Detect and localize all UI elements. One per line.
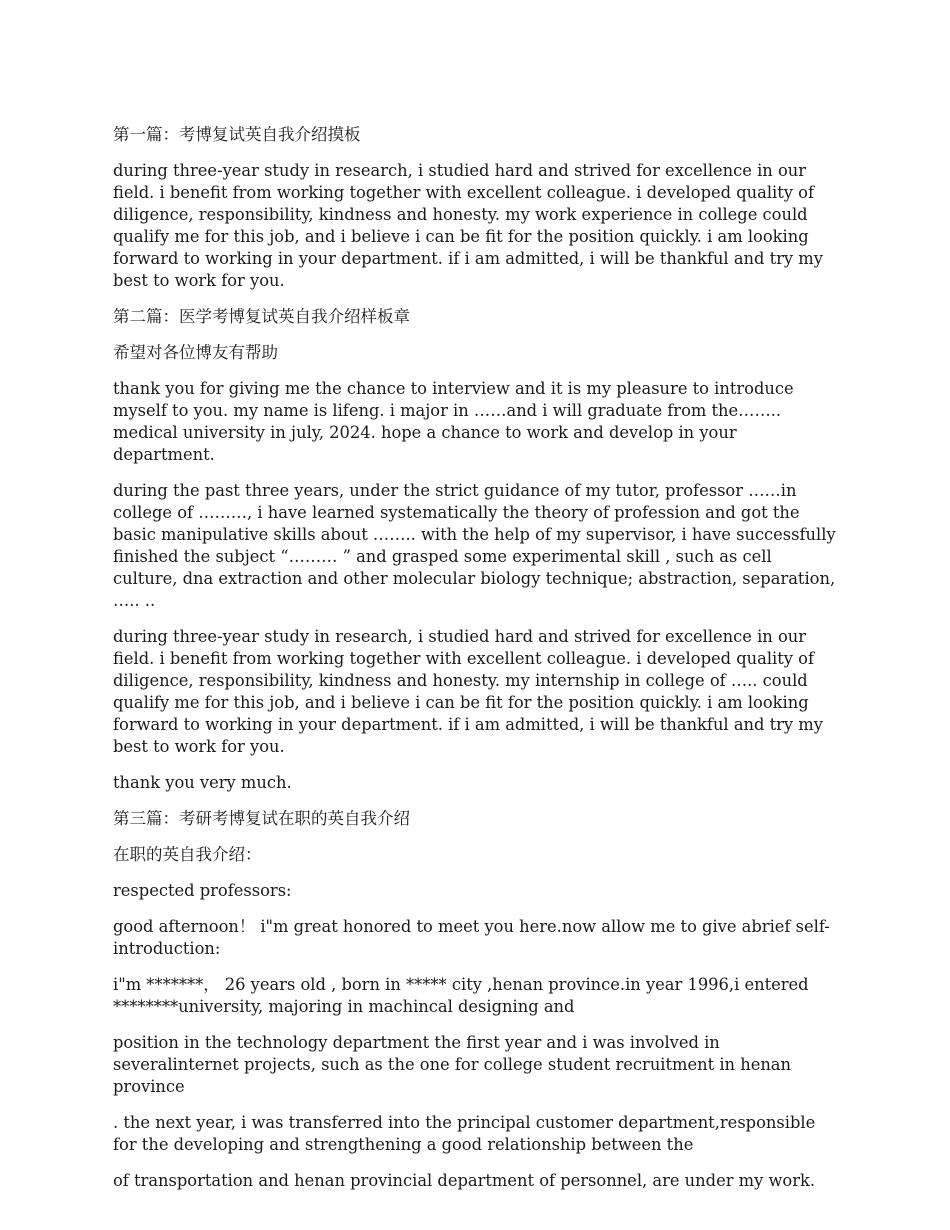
body-paragraph: . the next year, i was transferred into the principal customer department,responsible for the developing and strengthening a good relationship between the [113, 1113, 816, 1154]
body-paragraph: position in the technology department the first year and i was involved in severalinternet projects, such as the one for college student recruitment in henan province [113, 1033, 792, 1096]
section-subtitle: 希望对各位博友有帮助 [113, 343, 278, 362]
salutation: respected professors: [113, 881, 292, 900]
body-paragraph: i"m *******， 26 years old , born in ***** city ,henan province.in year 1996,i entered ********university, majoring in machincal designing and [113, 975, 809, 1016]
section-heading-1: 第一篇：考博复试英自我介绍摸板 [113, 125, 361, 144]
section-heading-2: 第二篇：医学考博复试英自我介绍样板章 [113, 307, 410, 326]
section-heading-3: 第三篇：考研考博复试在职的英自我介绍 [113, 809, 410, 828]
section-subtitle: 在职的英自我介绍： [113, 845, 262, 864]
document-page [113, 124, 841, 1206]
body-paragraph: during three-year study in research, i studied hard and strived for excellence in our field. i benefit from working together with excellent colleague. i developed quality of diligence, responsibility, kindness and honesty. my work experience in college could qualify me for this job, and i believe i can be fit for the position quickly. i am looking forward to working in your department. if i am admitted, i will be thankful and try my best to work for you. [113, 161, 823, 290]
body-paragraph: thank you very much. [113, 773, 292, 792]
body-paragraph: thank you for giving me the chance to interview and it is my pleasure to introduce myself to you. my name is lifeng. i major in ……and i will graduate from the…….. medical university in july, 2024. hope a chance to work and develop in your department. [113, 379, 794, 464]
body-paragraph: good afternoon！ i"m great honored to meet you here.now allow me to give abrief self-introduction: [113, 917, 830, 958]
body-paragraph: of transportation and henan provincial department of personnel, are under my work. [113, 1171, 816, 1190]
body-paragraph: during three-year study in research, i studied hard and strived for excellence in our field. i benefit from working together with excellent colleague. i developed quality of diligence, responsibility, kindness and honesty. my internship in college of ….. could qualify me for this job, and i believe i can be fit for the position quickly. i am looking forward to working in your department. if i am admitted, i will be thankful and try my best to work for you. [113, 627, 823, 756]
body-paragraph: during the past three years, under the strict guidance of my tutor, professor ……in college of ………, i have learned systematically the theory of profession and got the basic manipulative skills about …….. with the help of my supervisor, i have successfully finished the subject “……… ” and grasped some experimental skill , such as cell culture, dna extraction and other molecular biology technique; abstraction, separation, ….. .. [113, 481, 836, 610]
